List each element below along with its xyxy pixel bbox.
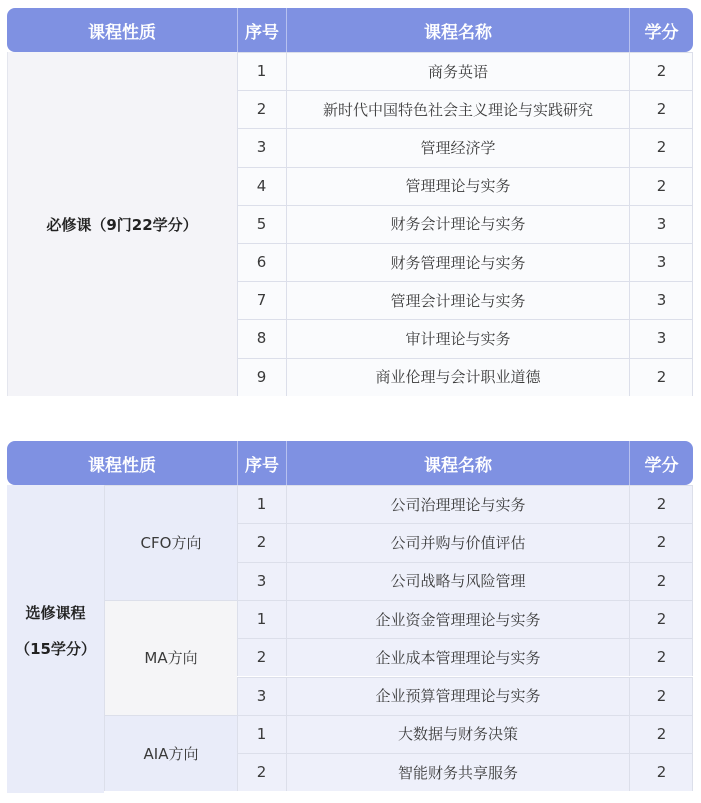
header-name: 课程名称 xyxy=(424,455,492,476)
elective-course-table xyxy=(7,441,693,793)
row-seq: 2 xyxy=(237,638,287,676)
header-nature: 课程性质 xyxy=(88,22,156,43)
row-seq: 2 xyxy=(237,753,287,791)
row-credit: 3 xyxy=(656,253,667,272)
header-name: 课程名称 xyxy=(424,22,492,43)
row-credit: 2 xyxy=(656,367,667,386)
required-course-table xyxy=(7,8,693,396)
row-course-name: 公司并购与价值评估 xyxy=(287,523,630,561)
header-credit: 学分 xyxy=(644,22,679,43)
row-credit: 3 xyxy=(656,291,667,310)
row-credit: 3 xyxy=(656,329,667,348)
row-course-name: 商业伦理与会计职业道德 xyxy=(287,358,630,396)
row-course-name: 公司治理理论与实务 xyxy=(287,485,630,523)
direction-label: MA方向 xyxy=(104,600,237,715)
table-header xyxy=(7,441,693,485)
row-seq: 3 xyxy=(237,562,287,600)
row-seq: 3 xyxy=(237,677,287,715)
elective-group-label-1: 选修课程 xyxy=(25,603,86,622)
row-credit: 2 xyxy=(656,176,667,195)
row-course-name: 财务会计理论与实务 xyxy=(287,205,630,243)
row-credit: 2 xyxy=(656,533,667,552)
row-seq: 1 xyxy=(237,600,287,638)
row-credit: 2 xyxy=(656,495,667,514)
row-seq: 2 xyxy=(237,90,287,128)
direction-label: AIA方向 xyxy=(104,715,237,792)
row-course-name: 管理理论与实务 xyxy=(287,167,630,205)
row-seq: 4 xyxy=(237,167,287,205)
row-credit: 2 xyxy=(656,763,667,782)
row-credit: 3 xyxy=(656,214,667,233)
row-credit: 2 xyxy=(656,62,667,81)
row-credit: 2 xyxy=(656,686,667,705)
row-course-name: 管理经济学 xyxy=(287,128,630,166)
row-course-name: 大数据与财务决策 xyxy=(287,715,630,753)
required-group-label: 必修课（9门22学分） xyxy=(46,215,198,234)
row-seq: 8 xyxy=(237,319,287,357)
row-course-name: 企业资金管理理论与实务 xyxy=(287,600,630,638)
row-seq: 5 xyxy=(237,205,287,243)
header-seq: 序号 xyxy=(245,455,279,476)
row-credit: 2 xyxy=(656,138,667,157)
row-seq: 1 xyxy=(237,52,287,90)
row-course-name: 审计理论与实务 xyxy=(287,319,630,357)
row-credit: 2 xyxy=(656,571,667,590)
header-nature: 课程性质 xyxy=(88,455,156,476)
row-credit: 2 xyxy=(656,724,667,743)
row-seq: 1 xyxy=(237,485,287,523)
row-course-name: 智能财务共享服务 xyxy=(287,753,630,791)
row-seq: 9 xyxy=(237,358,287,396)
row-seq: 3 xyxy=(237,128,287,166)
row-seq: 1 xyxy=(237,715,287,753)
header-credit: 学分 xyxy=(644,455,679,476)
row-seq: 7 xyxy=(237,281,287,319)
row-course-name: 公司战略与风险管理 xyxy=(287,562,630,600)
row-course-name: 财务管理理论与实务 xyxy=(287,243,630,281)
row-seq: 2 xyxy=(237,523,287,561)
direction-label: CFO方向 xyxy=(104,485,237,600)
elective-group-label-2: （15学分） xyxy=(15,639,96,658)
row-credit: 2 xyxy=(656,648,667,667)
row-course-name: 新时代中国特色社会主义理论与实践研究 xyxy=(287,90,630,128)
table-header xyxy=(7,8,693,52)
row-seq: 6 xyxy=(237,243,287,281)
header-seq: 序号 xyxy=(245,22,279,43)
row-credit: 2 xyxy=(656,610,667,629)
row-course-name: 企业成本管理理论与实务 xyxy=(287,638,630,676)
row-course-name: 管理会计理论与实务 xyxy=(287,281,630,319)
row-credit: 2 xyxy=(656,100,667,119)
row-course-name: 商务英语 xyxy=(287,52,630,90)
row-course-name: 企业预算管理理论与实务 xyxy=(287,677,630,715)
